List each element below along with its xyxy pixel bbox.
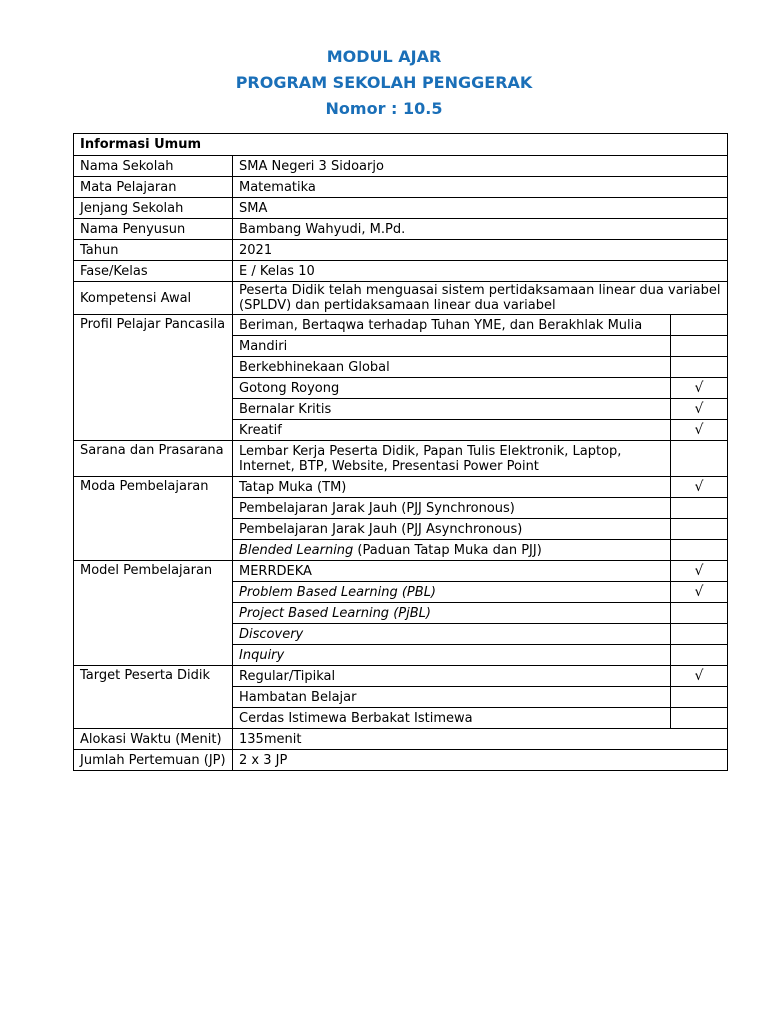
doc-subtitle: PROGRAM SEKOLAH PENGGERAK	[235, 73, 533, 92]
moda-item-italic: Blended Learning	[239, 542, 354, 558]
profil-item: Berkebhinekaan Global	[233, 357, 671, 378]
check-mark: √	[671, 477, 728, 498]
row-label: Jumlah Pertemuan (JP)	[74, 750, 233, 771]
table-row	[74, 219, 728, 240]
section-header-row	[74, 134, 728, 156]
row-label: Moda Pembelajaran	[74, 477, 233, 561]
check-mark: √	[671, 378, 728, 399]
row-label: Nama Sekolah	[74, 156, 233, 177]
table-row	[74, 177, 728, 198]
moda-item	[233, 540, 671, 561]
profil-item: Mandiri	[233, 336, 671, 357]
profil-item: Beriman, Bertaqwa terhadap Tuhan YME, dan Berakhlak Mulia	[233, 315, 671, 336]
profil-item: Gotong Royong	[233, 378, 671, 399]
table-row	[74, 750, 728, 771]
row-label: Fase/Kelas	[74, 261, 233, 282]
moda-item: Tatap Muka (TM)	[233, 477, 671, 498]
row-value: E / Kelas 10	[233, 261, 728, 282]
model-item	[233, 582, 671, 603]
row-label: Target Peserta Didik	[74, 666, 233, 729]
table-row	[74, 282, 728, 315]
doc-number: Nomor : 10.5	[325, 99, 443, 118]
check-mark	[671, 441, 728, 477]
model-item	[233, 603, 671, 624]
section-title: Informasi Umum	[74, 134, 728, 156]
row-value: Lembar Kerja Peserta Didik, Papan Tulis Elektronik, Laptop, Internet, BTP, Website, Presentasi Power Point	[233, 441, 671, 477]
model-item-italic: Discovery	[239, 626, 304, 642]
check-mark: √	[671, 666, 728, 687]
check-mark	[671, 624, 728, 645]
profil-item: Bernalar Kritis	[233, 399, 671, 420]
moda-item: Pembelajaran Jarak Jauh (PJJ Asynchronous)	[233, 519, 671, 540]
table-row	[74, 156, 728, 177]
info-table	[73, 133, 728, 771]
row-label: Model Pembelajaran	[74, 561, 233, 666]
row-label: Mata Pelajaran	[74, 177, 233, 198]
model-item-italic: Problem Based Learning (PBL)	[239, 584, 437, 600]
check-mark: √	[671, 420, 728, 441]
row-value: 2 x 3 JP	[233, 750, 728, 771]
row-label: Kompetensi Awal	[74, 282, 233, 315]
target-item: Regular/Tipikal	[233, 666, 671, 687]
row-label: Sarana dan Prasarana	[74, 441, 233, 477]
row-label: Alokasi Waktu (Menit)	[74, 729, 233, 750]
check-mark	[671, 519, 728, 540]
table-row	[74, 666, 728, 687]
table-row	[74, 477, 728, 498]
check-mark: √	[671, 399, 728, 420]
row-label: Jenjang Sekolah	[74, 198, 233, 219]
check-mark	[671, 708, 728, 729]
table-row	[74, 315, 728, 336]
target-item: Cerdas Istimewa Berbakat Istimewa	[233, 708, 671, 729]
row-value: Peserta Didik telah menguasai sistem pertidaksamaan linear dua variabel (SPLDV) dan pertidaksamaan linear dua variabel	[233, 282, 728, 315]
moda-item-rest: (Paduan Tatap Muka dan PJJ)	[353, 542, 542, 558]
check-mark	[671, 498, 728, 519]
model-item	[233, 645, 671, 666]
row-value: SMA	[233, 198, 728, 219]
check-mark	[671, 540, 728, 561]
check-mark	[671, 603, 728, 624]
target-item: Hambatan Belajar	[233, 687, 671, 708]
row-value: SMA Negeri 3 Sidoarjo	[233, 156, 728, 177]
doc-title: MODUL AJAR	[326, 47, 442, 66]
check-mark	[671, 336, 728, 357]
table-row	[74, 561, 728, 582]
check-mark: √	[671, 561, 728, 582]
table-row	[74, 729, 728, 750]
row-value: 135menit	[233, 729, 728, 750]
table-row	[74, 198, 728, 219]
check-mark	[671, 315, 728, 336]
check-mark	[671, 687, 728, 708]
profil-item: Kreatif	[233, 420, 671, 441]
row-value: Bambang Wahyudi, M.Pd.	[233, 219, 728, 240]
table-row	[74, 441, 728, 477]
model-item-italic: Inquiry	[239, 647, 285, 663]
row-label: Nama Penyusun	[74, 219, 233, 240]
check-mark	[671, 357, 728, 378]
row-value: Matematika	[233, 177, 728, 198]
model-item-italic: Project Based Learning (PjBL)	[239, 605, 431, 621]
row-value: 2021	[233, 240, 728, 261]
table-row	[74, 261, 728, 282]
check-mark	[671, 645, 728, 666]
row-label: Profil Pelajar Pancasila	[74, 315, 233, 441]
moda-item: Pembelajaran Jarak Jauh (PJJ Synchronous)	[233, 498, 671, 519]
row-label: Tahun	[74, 240, 233, 261]
model-item	[233, 624, 671, 645]
table-row	[74, 240, 728, 261]
check-mark: √	[671, 582, 728, 603]
model-item: MERRDEKA	[233, 561, 671, 582]
